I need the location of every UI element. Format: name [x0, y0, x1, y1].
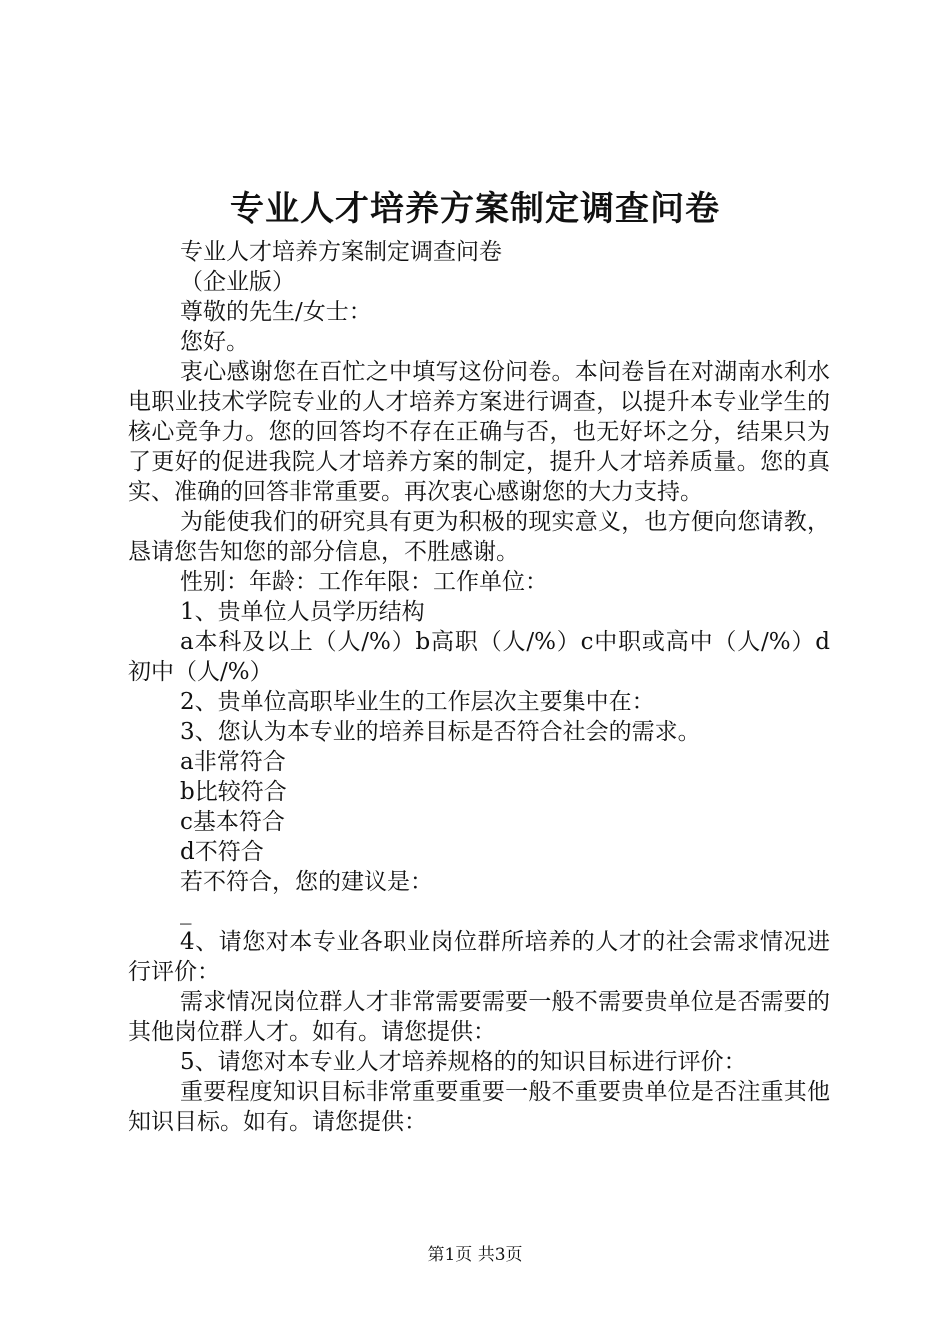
page-number-footer: 第1页 共3页 — [427, 1245, 523, 1265]
question-5-table-text: 重要程度知识目标非常重要重要一般不重要贵单位是否注重其他知识目标。如有。请您提供： — [128, 1079, 830, 1135]
paragraph-personal-fields: 性别：年龄：工作年限：工作单位： — [180, 569, 548, 595]
document-body — [128, 237, 830, 1137]
question-1: 1、贵单位人员学历结构 — [180, 599, 425, 625]
answer-blank-line: _ — [180, 899, 192, 925]
paragraph-edition: （企业版） — [180, 269, 295, 295]
question-3-option-c: c基本符合 — [180, 809, 285, 835]
paragraph-salutation: 尊敬的先生/女士： — [180, 299, 372, 325]
question-3-option-d: d不符合 — [180, 839, 264, 865]
question-3: 3、您认为本专业的培养目标是否符合社会的需求。 — [180, 719, 701, 745]
question-4: 4、请您对本专业各职业岗位群所培养的人才的社会需求情况进行评价： — [128, 929, 830, 985]
paragraph-intro: 衷心感谢您在百忙之中填写这份问卷。本问卷旨在对湖南水利水电职业技术学院专业的人才培养方案进行调查，以提升本专业学生的核心竞争力。您的回答均不存在正确与否，也无好坏之分，结果只为了更好的促进我院人才培养方案的制定，提升人才培养质量。您的真实、准确的回答非常重要。再次衷心感谢您的大力支持。 — [128, 359, 830, 505]
paragraph-request-info: 为能使我们的研究具有更为积极的现实意义，也方便向您请教，恳请您告知您的部分信息，不胜感谢。 — [128, 509, 830, 565]
paragraph-greeting: 您好。 — [180, 329, 249, 355]
question-3-option-b: b比较符合 — [180, 779, 287, 805]
question-2: 2、贵单位高职毕业生的工作层次主要集中在： — [180, 689, 655, 715]
question-5: 5、请您对本专业人才培养规格的的知识目标进行评价： — [180, 1049, 747, 1075]
paragraph-subtitle: 专业人才培养方案制定调查问卷 — [180, 239, 502, 265]
question-3-option-a: a非常符合 — [180, 749, 286, 775]
question-4-table-text: 需求情况岗位群人才非常需要需要一般不需要贵单位是否需要的其他岗位群人才。如有。请您提供： — [128, 989, 830, 1045]
question-3-suggestion: 若不符合，您的建议是： — [180, 869, 433, 895]
question-1-options: a本科及以上（人/%）b高职（人/%）c中职或高中（人/%）d初中（人/%） — [128, 629, 830, 685]
document-title: 专业人才培养方案制定调查问卷 — [230, 189, 720, 229]
